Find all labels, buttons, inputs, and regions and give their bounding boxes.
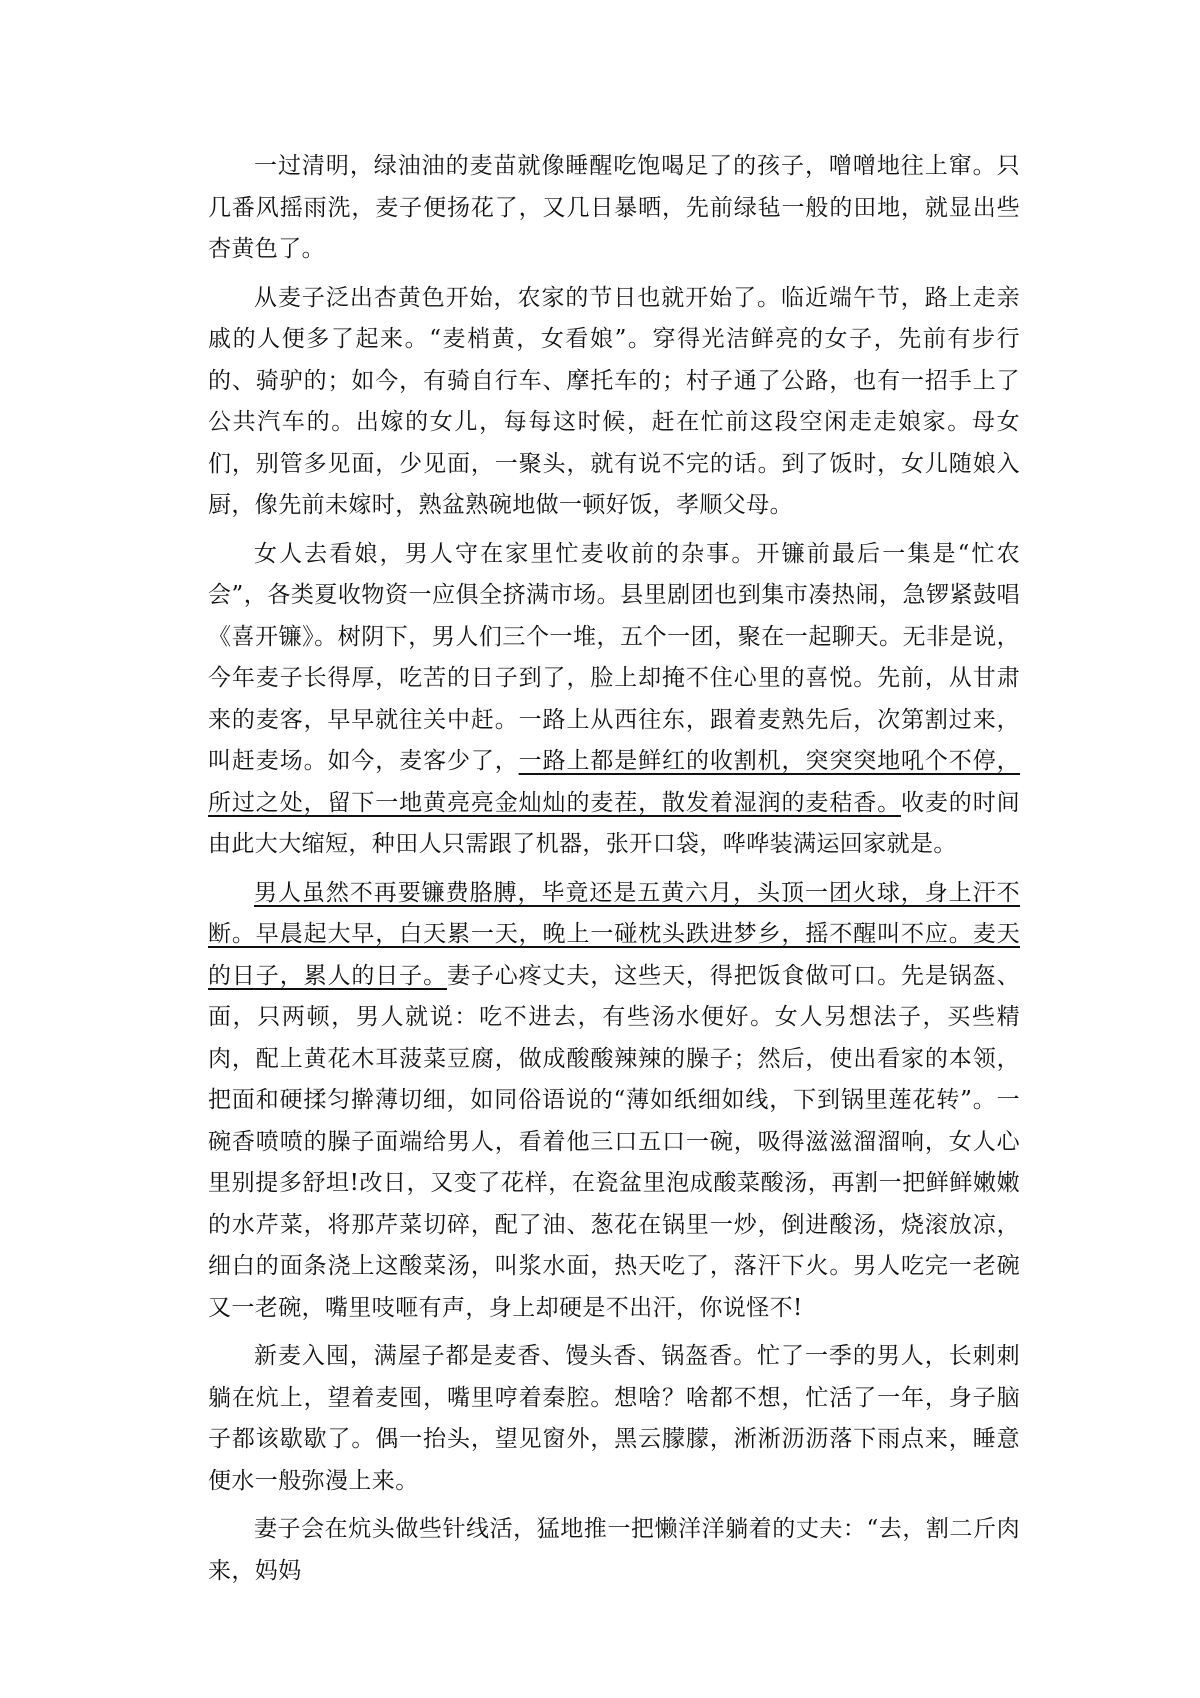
paragraph-4 xyxy=(208,873,1020,1330)
paragraph-5 xyxy=(208,1336,1020,1502)
paragraph-text: 新麦入囤，满屋子都是麦香、馒头香、锅盔香。忙了一季的男人，长刺刺躺在炕上，望着麦囤，嘴里哼着秦腔。想啥？啥都不想，忙活了一年，身子脑子都该歇歇了。偶一抬头，望见窗外，黑云朦朦，淅淅沥沥落下雨点来，睡意便水一般弥漫上来。 xyxy=(208,1343,1020,1494)
document-page xyxy=(208,146,1020,1599)
paragraph-text: 妻子心疼丈夫，这些天，得把饭食做可口。先是锅盔、面，只两顿，男人就说：吃不进去，有些汤水便好。女人另想法子，买些精肉，配上黄花木耳菠菜豆腐，做成酸酸辣辣的臊子；然后，使出看家的本领，把面和硬揉匀擀薄切细，如同俗语说的“薄如纸细如线，下到锅里莲花转”。一碗香喷喷的臊子面端给男人，看着他三口五口一碗，吸得滋滋溜溜响，女人心里别提多舒坦!改日，又变了花样，在瓷盆里泡成酸菜酸汤，再割一把鲜鲜嫩嫩的水芹菜，将那芹菜切碎，配了油、葱花在锅里一炒，倒进酸汤，烧滚放凉，细白的面条浇上这酸菜汤，叫浆水面，热天吃了，落汗下火。男人吃完一老碗又一老碗，嘴里吱咂有声，身上却硬是不出汗，你说怪不! xyxy=(208,962,1020,1321)
paragraph-text: 收麦的时间由此大大缩短，种田人只需跟了机器，张开口袋，哗哗装满运回家就是。 xyxy=(208,789,1021,857)
paragraph-2 xyxy=(208,278,1020,527)
underlined-passage-harvester: 一路上都是鲜红的收割机，突突突地吼个不停，所过之处，留下一地黄亮亮金灿灿的麦茬，散发着湿润的麦秸香。 xyxy=(208,748,1021,816)
paragraph-6 xyxy=(208,1509,1020,1592)
paragraph-text: 从麦子泛出杏黄色开始，农家的节日也就开始了。临近端午节，路上走亲戚的人便多了起来。“麦梢黄，女看娘”。穿得光洁鲜亮的女子，先前有步行的、骑驴的；如今，有骑自行车、摩托车的；村子通了公路，也有一招手上了公共汽车的。出嫁的女儿，每每这时候，赶在忙前这段空闲走走娘家。母女们，别管多见面，少见面，一聚头，就有说不完的话。到了饭时，女儿随娘入厨，像先前未嫁时，熟盆熟碗地做一顿好饭，孝顺父母。 xyxy=(208,284,1020,518)
paragraph-text: 妻子会在炕头做些针线活，猛地推一把懒洋洋躺着的丈夫：“去，割二斤肉来，妈妈 xyxy=(208,1516,1020,1584)
paragraph-1 xyxy=(208,146,1020,271)
underlined-passage-hard-days: 男人虽然不再要镰费胳膊，毕竟还是五黄六月，头顶一团火球，身上汗不断。早晨起大早，白天累一天，晚上一碰枕头跌进梦乡，摇不醒叫不应。麦天的日子，累人的日子。 xyxy=(208,879,1020,989)
paragraph-text: 一过清明，绿油油的麦苗就像睡醒吃饱喝足了的孩子，噌噌地往上窜。只几番风摇雨洗，麦子便扬花了，又几日暴晒，先前绿毡一般的田地，就显出些杏黄色了。 xyxy=(208,153,1020,262)
paragraph-text: 女人去看娘，男人守在家里忙麦收前的杂事。开镰前最后一集是“忙农会”，各类夏收物资一应俱全挤满市场。县里剧团也到集市凑热闹，急锣紧鼓唱《喜开镰》。树阴下，男人们三个一堆，五个一团，聚在一起聊天。无非是说，今年麦子长得厚，吃苦的日子到了，脸上却掩不住心里的喜悦。先前，从甘肃来的麦客，早早就往关中赶。一路上从西往东，跟着麦熟先后，次第割过来，叫赶麦场。如今，麦客少了， xyxy=(208,540,1020,774)
paragraph-3 xyxy=(208,534,1020,866)
